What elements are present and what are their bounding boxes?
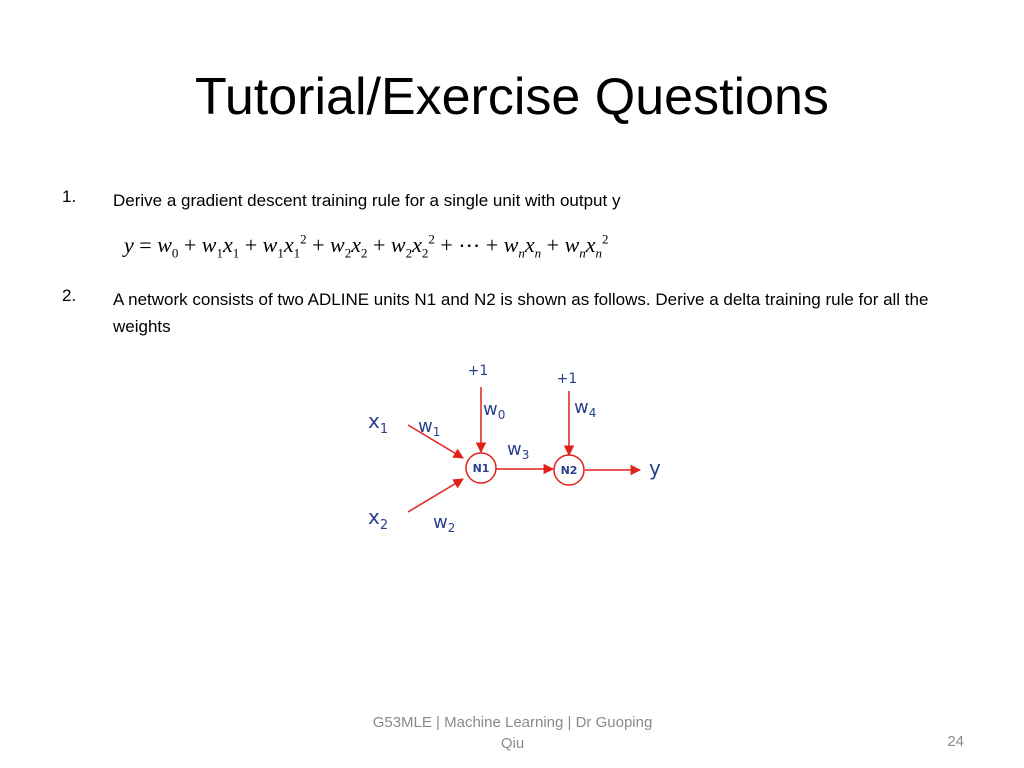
weight-w0-label: $w_0$ <box>483 399 506 422</box>
input-x1-label: $x_1$ <box>368 409 389 437</box>
question-2-number: 2. <box>62 286 77 305</box>
eq-ellipsis: ⋯ <box>458 232 481 258</box>
eq-plus: + <box>485 232 499 258</box>
question-1-text: Derive a gradient descent training rule for a single unit with output y <box>113 191 621 210</box>
output-y-label: y <box>649 456 661 480</box>
weight-w3-label: $w_3$ <box>507 439 530 462</box>
node-n1-label: N1 <box>472 462 490 475</box>
question-2-text: A network consists of two ADLINE units N1 and N2 is shown as follows. Derive a delta training rule for all the weights <box>113 290 929 336</box>
eq-term: $w_1x_1^2$ <box>262 232 307 261</box>
eq-plus: + <box>440 232 453 258</box>
input-x2-label: $x_2$ <box>368 505 389 533</box>
slide-title: Tutorial/Exercise Questions <box>195 68 829 126</box>
eq-term: $w_nx_n^2$ <box>564 232 609 261</box>
page-number: 24 <box>947 733 964 750</box>
weight-w4-label: $w_4$ <box>574 397 597 420</box>
eq-plus: + <box>546 232 560 258</box>
eq-plus: + <box>244 232 258 258</box>
eq-equals: = <box>139 232 152 258</box>
bias1-label: +1 <box>467 363 489 379</box>
node-n2-label: N2 <box>560 464 578 477</box>
bias2-label: +1 <box>556 371 578 387</box>
eq-plus: + <box>373 232 386 258</box>
eq-lhs: y <box>124 232 134 258</box>
weight-w2-label: $w_2$ <box>433 512 456 535</box>
eq-term: $w_1x_1$ <box>201 232 240 261</box>
adaline-network-diagram <box>350 355 690 545</box>
eq-term: $w_0$ <box>157 232 179 261</box>
eq-term: $w_nx_n$ <box>503 232 542 261</box>
x2-to-n1-arrow <box>408 479 463 512</box>
eq-plus: + <box>183 232 197 258</box>
weight-w1-label: $w_1$ <box>418 416 441 439</box>
eq-term: $w_2x_2^2$ <box>390 232 435 261</box>
eq-term: $w_2x_2$ <box>330 232 368 261</box>
question-1-number: 1. <box>62 187 77 206</box>
output-equation <box>124 232 609 262</box>
eq-plus: + <box>312 232 325 258</box>
footer-course: G53MLE | Machine Learning | Dr Guoping Qiu <box>372 714 653 752</box>
